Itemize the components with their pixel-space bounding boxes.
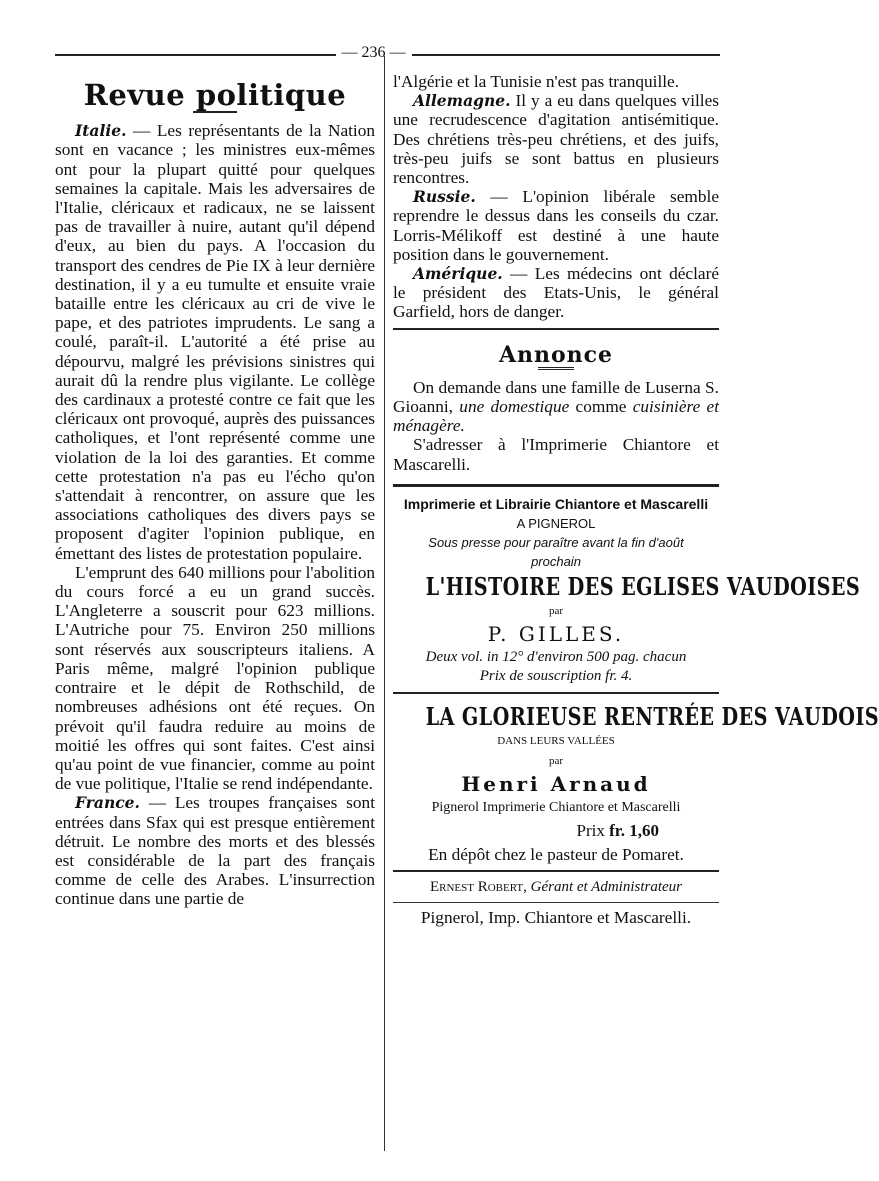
advert-author: P. GILLES. <box>487 621 625 646</box>
section-rule <box>393 328 719 330</box>
column-divider <box>384 56 385 1151</box>
paragraph-russie: Russie. — L'opinion libérale semble reprendre le dessus dans les conseils du czar. Lorris-Mélikoff est destiné à une haute position dans le gouvernement. <box>393 187 719 264</box>
advert2-depot: En dépôt chez le pasteur de Pomaret. <box>428 844 684 864</box>
annonce-address: S'adresser à l'Imprimerie Chiantore et Mascarelli. <box>393 435 719 474</box>
advert-price: Prix de souscription fr. 4. <box>479 668 633 685</box>
right-column <box>393 72 879 927</box>
advert-city: A PIGNEROL <box>516 516 596 532</box>
advert2-author: Henri Arnaud <box>461 771 651 796</box>
paragraph-emprunt: L'emprunt des 640 millions pour l'abolition du cours forcé a eu un grand succès. L'Angleterre a souscrit pour 623 millions. L'Autriche pour 75. Environ 250 millions sont réservés aux souscripteurs italiens. A Paris même, malgré l'opinion publique contraire et le dépit de Rothschild, de nombreuses adhésions ont été reçues. On prévoit qu'il faudra reduire au moins de moitié les offres qui sont faites. C'est ainsi qu'au point de vue financier, comme au point de vue politique, l'Italie se rend indépendante. <box>55 562 375 794</box>
footer-rule <box>393 870 719 872</box>
advert2-price: Prix fr. 1,60 <box>576 821 659 841</box>
advert2-subtitle: DANS LEURS VALLÉES <box>497 735 615 748</box>
paragraph-continuation: l'Algérie et la Tunisie n'est pas tranquille. <box>393 72 680 91</box>
paragraph-allemagne: Allemagne. Il y a eu dans quelques villes une recrudescence d'agitation antisémitique. Des chrétiens très-peu chrétiens, et des juifs, très-peu juifs se sont battus en plusieurs rencontres. <box>393 91 719 188</box>
advert-histoire <box>393 495 861 687</box>
advert-book-title: L'HISTOIRE DES EGLISES VAUDOISES <box>425 571 861 601</box>
advert-by: par <box>548 604 564 617</box>
advert-rentree <box>393 702 879 864</box>
annonce-text: On demande dans une famille de Luserna S. Gioanni, une domestique comme cuisinière et ménagère. <box>393 377 720 436</box>
left-column <box>55 78 375 909</box>
footer-printer: Pignerol, Imp. Chiantore et Mascarelli. <box>420 907 692 927</box>
advert2-title: LA GLORIEUSE RENTRÉE DES VAUDOIS <box>425 702 879 732</box>
advert-rule <box>393 692 719 694</box>
annonce-rule <box>393 484 719 487</box>
paragraph-amerique: Amérique. — Les médecins ont déclaré le président des Etats-Unis, le général Garfield, hors de danger. <box>393 264 719 322</box>
annonce-title: Annonce <box>498 341 614 368</box>
advert-publisher: Imprimerie et Librairie Chiantore et Mascarelli <box>403 495 709 512</box>
footer-thin-rule <box>393 902 719 903</box>
advert-volumes: Deux vol. in 12° d'environ 500 pag. chacun <box>425 649 687 666</box>
page-number: — 236 — <box>0 44 747 62</box>
paragraph-france: France. — Les troupes françaises sont entrées dans Sfax qui est presque entièrement détruit. Le nombre des morts et des blessés est considérable de la part des français comme de celle des Arabes. L'insurrection continue dans une partie de <box>55 793 375 909</box>
advert-press-note: Sous presse pour paraître avant la fin d'août prochain <box>428 535 684 570</box>
section-title: Revue politique <box>83 78 347 112</box>
advert2-publisher: Pignerol Imprimerie Chiantore et Mascarelli <box>431 800 681 816</box>
advert2-by: par <box>548 754 564 767</box>
footer-gerant: Ernest Robert, Gérant et Administrateur <box>429 878 683 895</box>
paragraph-italie: Italie. — Les représentants de la Nation sont en vacance ; les ministres eux-mêmes ont pour la plupart quitté pour quelques semaines la capitale. Mais les adversaires de l'Italie, cléricaux et radicaux, ne se laissent pas de travailler à nuire, autant qu'il dépend d'eux, au bien du pays. A l'occasion du transport des cendres de Pie IX à leur dernière destination, il y a eu tumulte et ensuite vraie bataille entre les cléricaux au cri de vive le pape, et des patriotes imprudents. Le sang a coulé, paraît-il. L'autorité a été prise au dépourvu, malgré les prévisions sinistres qui aurait dû la rendre plus vigilante. Le collège des cardinaux a protesté contre ce fait que les cléricaux ont provoqué, auprès des puissances catholiques, et l'ont représenté comme une violation de la loi des garanties. Et comme cette protestation n'a pas eu l'écho qu'on s'attendait à rencontrer, on assure que les associations catholiques des divers pays se proposent d'agiter l'opinion publique, en émettant des listes de protestation populaire. <box>55 121 375 563</box>
